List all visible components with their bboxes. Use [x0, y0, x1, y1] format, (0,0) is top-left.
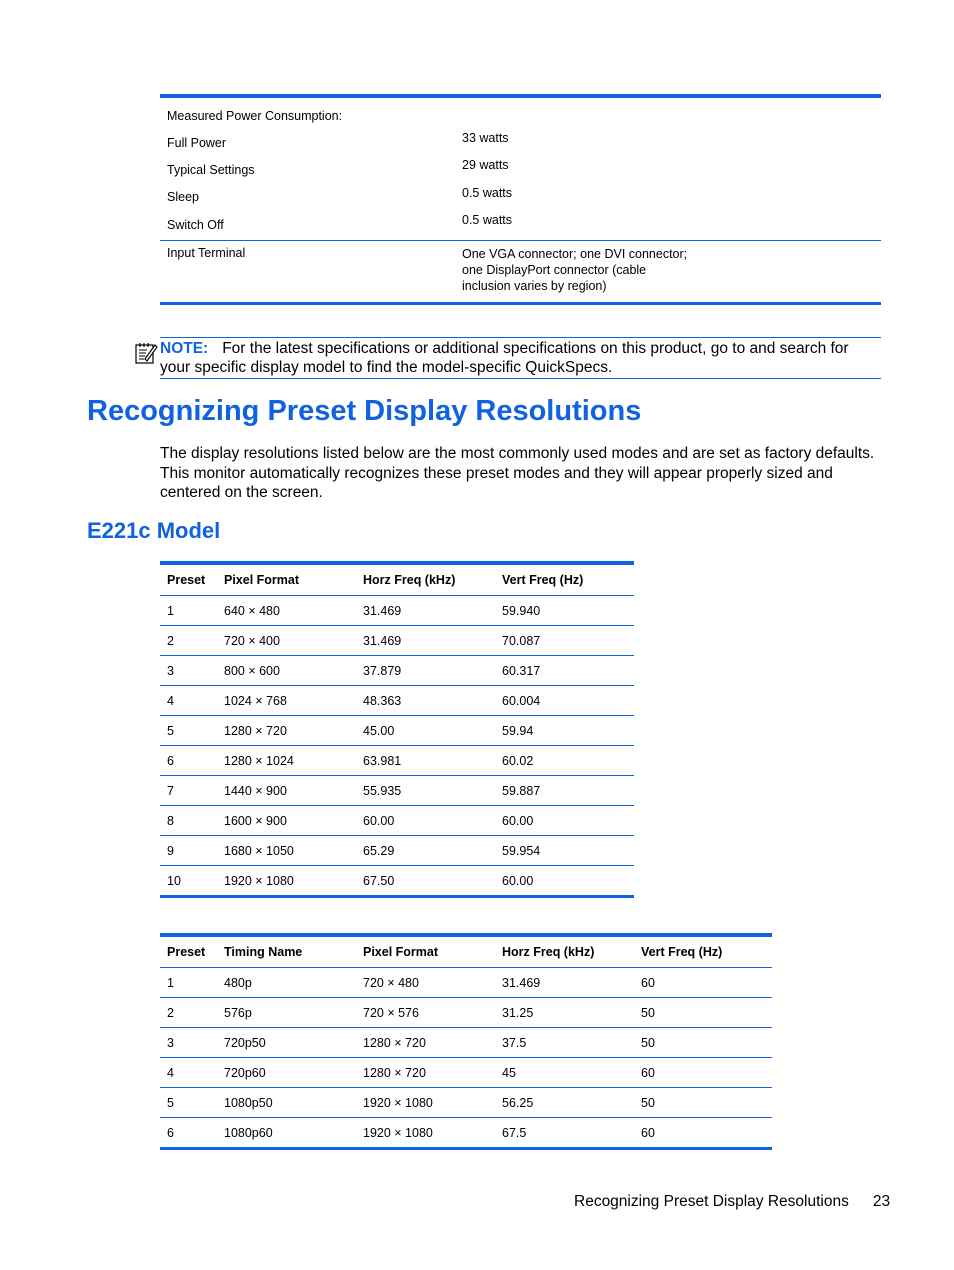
table-cell: 59.940: [495, 596, 634, 626]
table-cell: 60: [634, 968, 772, 998]
table-cell: 1600 × 900: [217, 806, 356, 836]
spec-value: 0.5 watts: [462, 213, 513, 227]
table-row: [160, 656, 634, 686]
table-cell: 1680 × 1050: [217, 836, 356, 866]
table-cell: 56.25: [495, 1088, 634, 1118]
table-row: [160, 806, 634, 836]
table-cell: 31.469: [495, 968, 634, 998]
table-cell: 1280 × 1024: [217, 746, 356, 776]
table-cell: 9: [160, 836, 217, 866]
table-cell: 720 × 576: [356, 998, 495, 1028]
table-cell: 60.00: [356, 806, 495, 836]
table-row: [160, 1118, 772, 1149]
note-body: For the latest specifications or additional specifications on this product, go to and search for your specific display model to find the model-specific QuickSpecs.: [160, 340, 849, 376]
table-row: [160, 596, 634, 626]
table-cell: 1920 × 1080: [217, 866, 356, 897]
table-cell: 70.087: [495, 626, 634, 656]
table-cell: 48.363: [356, 686, 495, 716]
preset-resolution-table: [160, 561, 634, 898]
table-cell: 10: [160, 866, 217, 897]
table-cell: 3: [160, 656, 217, 686]
table-cell: 45.00: [356, 716, 495, 746]
table-cell: 1: [160, 968, 217, 998]
spec-label: Sleep: [167, 190, 199, 204]
column-header: Preset: [167, 573, 206, 587]
table-cell: 50: [634, 998, 772, 1028]
spec-label: Switch Off: [167, 218, 224, 232]
table-cell: 1280 × 720: [217, 716, 356, 746]
spec-value: 29 watts: [462, 158, 509, 172]
column-header: Vert Freq (Hz): [641, 945, 723, 959]
table-cell: 3: [160, 1028, 217, 1058]
table-cell: 67.50: [356, 866, 495, 897]
table-cell: 63.981: [356, 746, 495, 776]
spec-value-line: one DisplayPort connector (cable: [462, 263, 647, 277]
intro-paragraph: The display resolutions listed below are the most commonly used modes and are set as factory defaults. This monitor automatically recognizes these preset modes and they will appear properly sized and centered on the screen.: [160, 445, 875, 501]
table-row: [160, 1088, 772, 1118]
table-row: [160, 1028, 772, 1058]
power-heading: Measured Power Consumption:: [167, 109, 343, 123]
column-header: Preset: [167, 945, 206, 959]
table-cell: 640 × 480: [217, 596, 356, 626]
table-cell: 1280 × 720: [356, 1028, 495, 1058]
table-row: [160, 866, 634, 897]
table-cell: 576p: [217, 998, 356, 1028]
table-cell: 720p60: [217, 1058, 356, 1088]
table-cell: 1080p60: [217, 1118, 356, 1149]
table-cell: 1024 × 768: [217, 686, 356, 716]
column-header: Pixel Format: [224, 573, 300, 587]
table-cell: 67.5: [495, 1118, 634, 1149]
table-cell: 1920 × 1080: [356, 1088, 495, 1118]
spec-value-line: inclusion varies by region): [462, 279, 607, 293]
table-cell: 720 × 480: [356, 968, 495, 998]
table-cell: 4: [160, 1058, 217, 1088]
table-cell: 1: [160, 596, 217, 626]
table-cell: 60.00: [495, 806, 634, 836]
column-header: Horz Freq (kHz): [502, 945, 595, 959]
page-number: 23: [872, 1193, 891, 1210]
table-bottom-rule: [160, 302, 881, 305]
spec-label: Typical Settings: [167, 163, 255, 177]
table-row: [160, 626, 634, 656]
table-cell: 4: [160, 686, 217, 716]
table-cell: 59.954: [495, 836, 634, 866]
table-cell: 50: [634, 1028, 772, 1058]
table-cell: 60.317: [495, 656, 634, 686]
spec-label: Full Power: [167, 136, 227, 150]
table-cell: 37.5: [495, 1028, 634, 1058]
spec-value-line: One VGA connector; one DVI connector;: [462, 247, 688, 261]
table-cell: 31.25: [495, 998, 634, 1028]
table-cell: 55.935: [356, 776, 495, 806]
table-cell: 2: [160, 626, 217, 656]
column-header: Timing Name: [224, 945, 303, 959]
table-row: [160, 776, 634, 806]
table-cell: 1440 × 900: [217, 776, 356, 806]
spec-value: 33 watts: [462, 131, 509, 145]
table-cell: 59.887: [495, 776, 634, 806]
table-cell: 31.469: [356, 596, 495, 626]
table-cell: 8: [160, 806, 217, 836]
table-cell: 7: [160, 776, 217, 806]
note-text: [160, 339, 877, 377]
specifications-table: [160, 94, 881, 305]
timing-preset-table: [160, 933, 772, 1150]
table-cell: 6: [160, 746, 217, 776]
power-consumption-block: [160, 98, 881, 240]
table-cell: 1920 × 1080: [356, 1118, 495, 1149]
spec-value: 0.5 watts: [462, 186, 513, 200]
table-cell: 5: [160, 1088, 217, 1118]
table-row: [160, 716, 634, 746]
table-cell: 45: [495, 1058, 634, 1088]
table-cell: 60.02: [495, 746, 634, 776]
table-cell: 65.29: [356, 836, 495, 866]
note-box: [134, 337, 881, 379]
spec-label: Input Terminal: [167, 246, 246, 260]
column-header: Pixel Format: [363, 945, 439, 959]
table-cell: 720 × 400: [217, 626, 356, 656]
input-terminal-row: [160, 241, 881, 302]
table-cell: 50: [634, 1088, 772, 1118]
section-heading: Recognizing Preset Display Resolutions: [87, 395, 642, 427]
footer-section-title: Recognizing Preset Display Resolutions: [574, 1193, 849, 1210]
table-cell: 800 × 600: [217, 656, 356, 686]
table-cell: 37.879: [356, 656, 495, 686]
table-row: [160, 836, 634, 866]
table-cell: 60.004: [495, 686, 634, 716]
table-row: [160, 686, 634, 716]
table-cell: 720p50: [217, 1028, 356, 1058]
table-cell: 480p: [217, 968, 356, 998]
table-row: [160, 1058, 772, 1088]
table-row: [160, 968, 772, 998]
note-label: NOTE:: [160, 340, 209, 357]
table-header-row: [160, 935, 772, 968]
table-cell: 1080p50: [217, 1088, 356, 1118]
table-cell: 31.469: [356, 626, 495, 656]
table-cell: 60: [634, 1058, 772, 1088]
table-cell: 2: [160, 998, 217, 1028]
table-cell: 60: [634, 1118, 772, 1149]
subsection-heading: E221c Model: [87, 518, 221, 543]
table-cell: 5: [160, 716, 217, 746]
table-row: [160, 998, 772, 1028]
spec-value: [462, 246, 687, 294]
page-footer: [574, 1193, 890, 1211]
table-row: [160, 746, 634, 776]
note-top-rule: [160, 337, 881, 338]
note-pencil-icon: [134, 341, 158, 365]
table-cell: 6: [160, 1118, 217, 1149]
column-header: Vert Freq (Hz): [502, 573, 584, 587]
column-header: Horz Freq (kHz): [363, 573, 456, 587]
table-cell: 59.94: [495, 716, 634, 746]
note-bottom-rule: [160, 378, 881, 379]
table-header-row: [160, 563, 634, 596]
table-cell: 60.00: [495, 866, 634, 897]
table-cell: 1280 × 720: [356, 1058, 495, 1088]
